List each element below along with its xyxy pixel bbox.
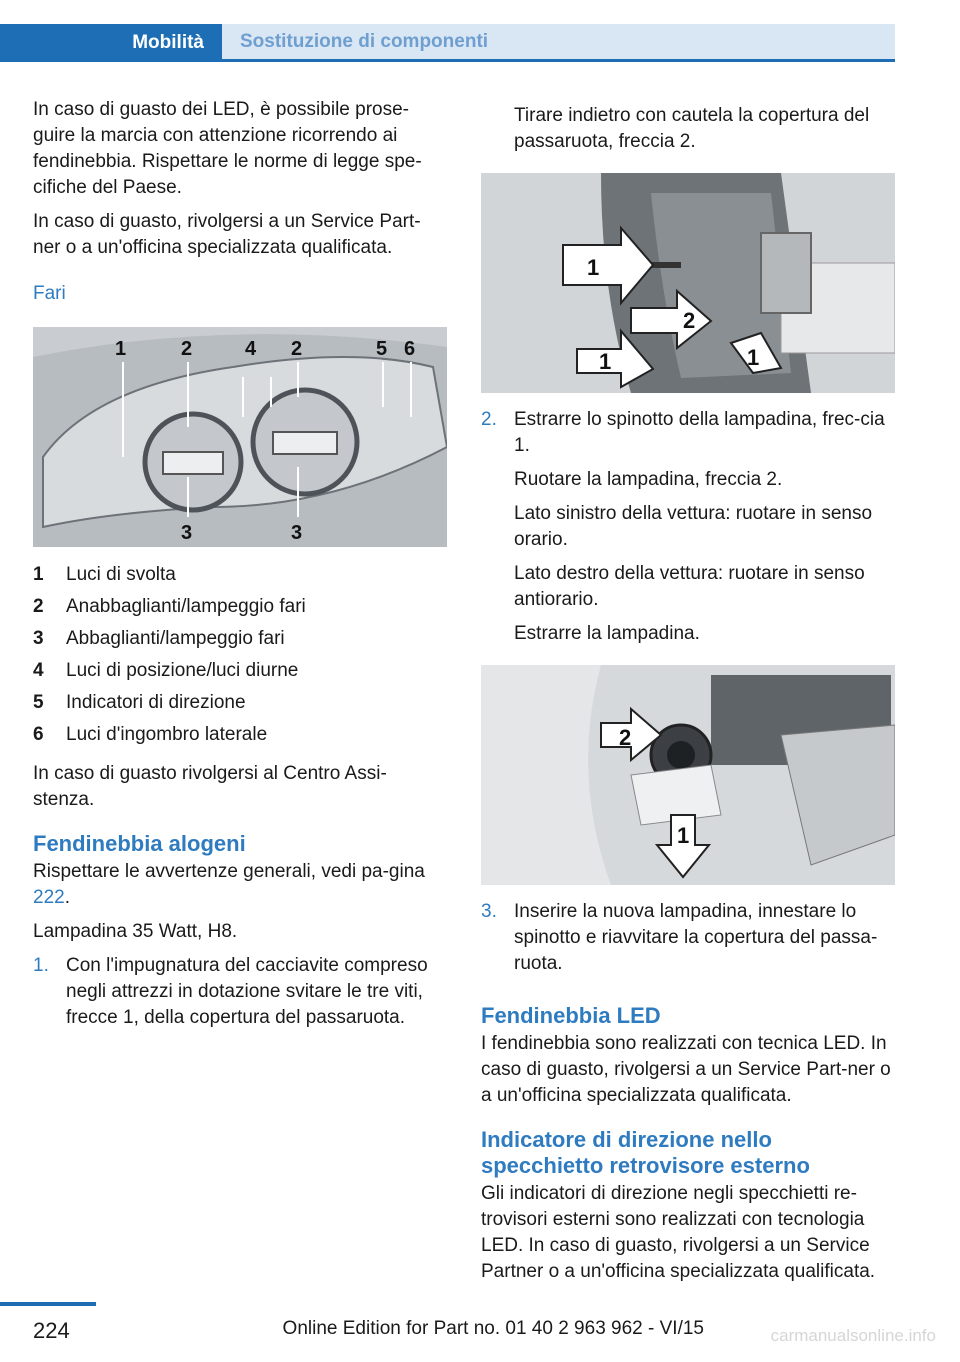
callout-5: 5 — [376, 338, 388, 360]
wheel-arch-illustration — [481, 173, 895, 393]
bulb-spec: Lampadina 35 Watt, H8. — [33, 921, 238, 942]
callout-1b: 1 — [599, 349, 612, 374]
step-number: 1. — [33, 955, 49, 976]
right-column — [481, 103, 895, 1293]
section-heading-fari: Fari — [33, 283, 66, 304]
step-number: 3. — [481, 901, 497, 922]
callout-1: 1 — [677, 823, 690, 848]
callout-3b: 3 — [291, 522, 303, 544]
step-2: 2. Estrarre lo spinotto della lampadina, frec‐cia 1. Ruotare la lampadina, freccia 2. Lato sinistro della vettura: ruotare in senso orario. Lato destro della vettura: ruotare in senso antiorario. Estrarre la lampadina. — [481, 407, 895, 655]
section-tab: Mobilità — [0, 24, 222, 62]
edition-note: Online Edition for Part no. 01 40 2 963 962 - VI/15 — [282, 1318, 704, 1339]
legend-item: 6 Luci d'ingombro laterale — [33, 724, 268, 745]
bulb-removal-illustration — [481, 665, 895, 885]
page-header — [0, 24, 895, 62]
section-heading-fog-led: Fendinebbia LED — [481, 1003, 661, 1028]
callout-1: 1 — [587, 255, 600, 280]
page-link[interactable]: 222 — [33, 887, 65, 908]
callout-4: 4 — [245, 338, 257, 360]
intro-paragraph: In caso di guasto dei LED, è possibile prose‐guire la marcia con attenzione ricorrendo ai fendinebbia. Rispettare le norme di legge spe‐cifiche del Paese. — [33, 99, 422, 198]
callout-2a: 2 — [181, 338, 193, 360]
legend-list — [33, 559, 447, 751]
page-number: 224 — [33, 1318, 70, 1343]
callout-6: 6 — [404, 338, 416, 360]
step-1-continued: Tirare indietro con cautela la copertura del passaruota, freccia 2. — [514, 105, 870, 152]
watermark: carmanualsonline.info — [770, 1326, 936, 1345]
callout-2: 2 — [619, 725, 632, 750]
assistance-paragraph: In caso di guasto rivolgersi al Centro Assi‐stenza. — [33, 763, 387, 810]
headlight-illustration — [33, 327, 447, 547]
mirror-paragraph: Gli indicatori di direzione negli specchietti re‐trovisori esterni sono realizzati con tecnologia LED. In caso di guasto, rivolgersi a un Service Partner o a un'officina specializzata qualificata. — [481, 1183, 876, 1282]
led-paragraph: I fendinebbia sono realizzati con tecnica LED. In caso di guasto, rivolgersi a un Service Part‐ner o a un'officina specializzata qualificata. — [481, 1033, 891, 1106]
callout-2b: 2 — [291, 338, 303, 360]
step-number: 2. — [481, 409, 497, 430]
callout-3a: 3 — [181, 522, 193, 544]
step-1: 1. Con l'impugnatura del cacciavite compreso negli attrezzi in dotazione svitare le tre viti, frecce 1, della copertura del passaruota. — [33, 953, 447, 1039]
left-column — [33, 97, 447, 1045]
step-3: 3. Inserire la nuova lampadina, innestare lo spinotto e riavvitare la copertura del passa‐ruota. — [481, 899, 895, 985]
section-heading-fog-halogen: Fendinebbia alogeni — [33, 831, 246, 856]
legend-item: 5 Indicatori di direzione — [33, 692, 246, 713]
section-heading-mirror-indicator: Indicatore di direzione nello specchietto retrovisore esterno — [481, 1127, 810, 1178]
callout-2: 2 — [683, 308, 696, 333]
legend-item: 1 Luci di svolta — [33, 564, 176, 585]
callout-1: 1 — [115, 338, 127, 360]
callout-1c: 1 — [747, 345, 760, 370]
legend-item: 2 Anabbaglianti/lampeggio fari — [33, 596, 306, 617]
service-paragraph: In caso di guasto, rivolgersi a un Service Part‐ner o a un'officina specializzata qualificata. — [33, 211, 421, 258]
footer-rule — [0, 1302, 96, 1306]
legend-item: 3 Abbaglianti/lampeggio fari — [33, 628, 285, 649]
legend-item: 4 Luci di posizione/luci diurne — [33, 660, 299, 681]
fog-note: Rispettare le avvertenze generali, vedi pa‐gina 222. — [33, 861, 425, 908]
chapter-title: Sostituzione di componenti — [222, 24, 895, 62]
